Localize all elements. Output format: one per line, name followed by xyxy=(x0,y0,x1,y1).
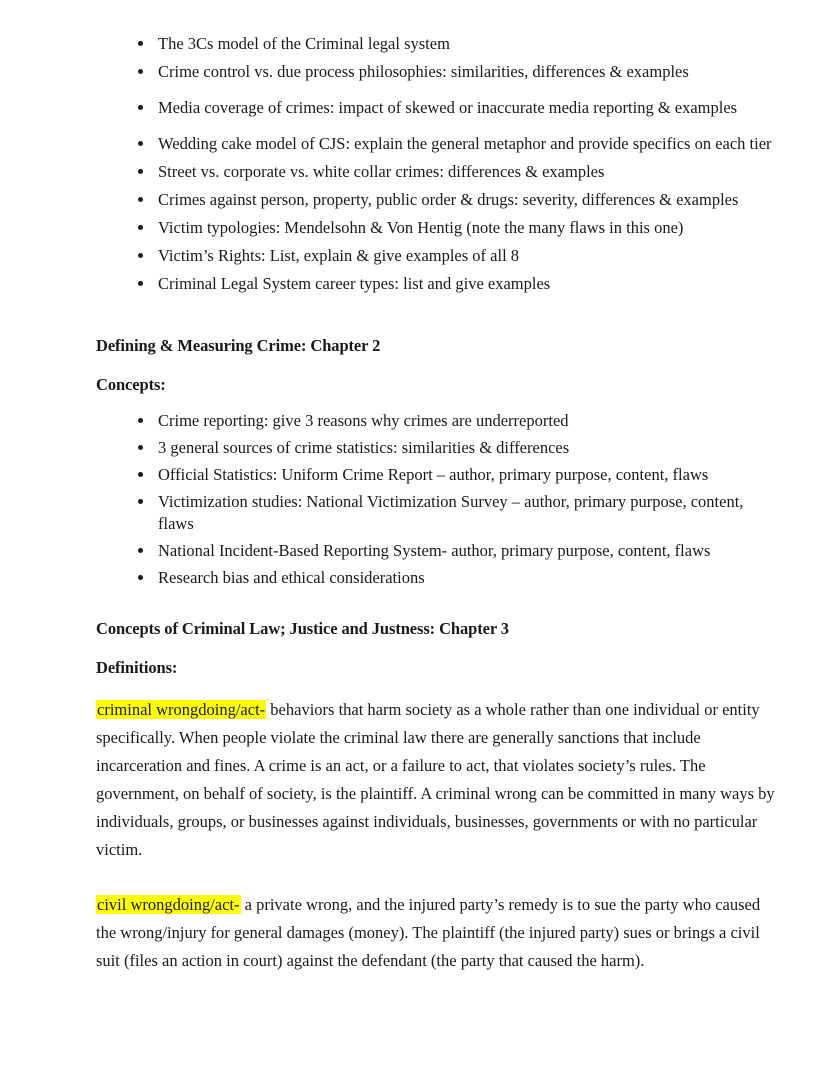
list-item xyxy=(96,410,776,432)
spacer xyxy=(96,594,776,618)
chapter2-bullet-list xyxy=(96,410,776,589)
highlighted-term: criminal wrongdoing/act- xyxy=(97,700,266,719)
list-item-text: Crime control vs. due process philosophies: similarities, differences & examples xyxy=(158,62,689,81)
highlighted-term: civil wrongdoing/act- xyxy=(97,895,240,914)
definition-text: behaviors that harm society as a whole rather than one individual or entity specifically. When people violate the criminal law there are generally sanctions that include incarceration and fines. A crime is an act, or a failure to act, that violates society’s rules. The government, on behalf of society, is the plaintiff. A criminal wrong can be committed in many ways by individuals, groups, or businesses against individuals, businesses, governments or with no particular victim. xyxy=(96,700,775,859)
list-item-text: Research bias and ethical considerations xyxy=(158,568,425,587)
list-item xyxy=(96,437,776,459)
list-item-text: Media coverage of crimes: impact of skewed or inaccurate media reporting & examples xyxy=(158,98,738,117)
list-item xyxy=(96,61,776,83)
list-item xyxy=(96,33,776,55)
spacer xyxy=(96,301,776,335)
chapter3-heading: Concepts of Criminal Law; Justice and Justness: Chapter 3 xyxy=(96,619,509,638)
list-item xyxy=(96,491,776,535)
list-item xyxy=(96,189,776,211)
chapter2-heading: Defining & Measuring Crime: Chapter 2 xyxy=(96,336,381,355)
chapter3-subheading: Definitions: xyxy=(96,658,178,677)
list-item xyxy=(96,464,776,486)
list-item-text: The 3Cs model of the Criminal legal system xyxy=(158,34,450,53)
list-item-text: Victimization studies: National Victimization Survey – author, primary purpose, content, flaws xyxy=(158,492,744,533)
definition-civil-wrongdoing xyxy=(96,891,776,975)
list-item-text: 3 general sources of crime statistics: similarities & differences xyxy=(158,438,570,457)
list-item-text: Official Statistics: Uniform Crime Report – author, primary purpose, content, flaws xyxy=(158,465,709,484)
list-item-text: Street vs. corporate vs. white collar crimes: differences & examples xyxy=(158,162,605,181)
spacer xyxy=(96,357,776,374)
document-content xyxy=(96,33,776,975)
list-item-text: Victim typologies: Mendelsohn & Von Hentig (note the many flaws in this one) xyxy=(158,218,684,237)
list-item-text: National Incident-Based Reporting System- author, primary purpose, content, flaws xyxy=(158,541,711,560)
spacer xyxy=(96,396,776,410)
list-item xyxy=(96,97,776,119)
list-item xyxy=(96,161,776,183)
list-item xyxy=(96,245,776,267)
list-item xyxy=(96,273,776,295)
list-item-text: Crimes against person, property, public order & drugs: severity, differences & examples xyxy=(158,190,739,209)
list-item xyxy=(96,567,776,589)
list-item xyxy=(96,133,776,155)
chapter2-subheading: Concepts: xyxy=(96,375,166,394)
chapter1-bullet-list xyxy=(96,33,776,295)
definition-criminal-wrongdoing xyxy=(96,696,776,864)
spacer xyxy=(96,640,776,657)
list-item-text: Wedding cake model of CJS: explain the general metaphor and provide specifics on each tier xyxy=(158,134,772,153)
list-item-text: Crime reporting: give 3 reasons why crimes are underreported xyxy=(158,411,569,430)
list-item xyxy=(96,540,776,562)
spacer xyxy=(96,679,776,696)
list-item xyxy=(96,217,776,239)
list-item-text: Criminal Legal System career types: list and give examples xyxy=(158,274,551,293)
list-item-text: Victim’s Rights: List, explain & give examples of all 8 xyxy=(158,246,520,265)
definition-text: a private wrong, and the injured party’s remedy is to sue the party who caused the wrong/injury for general damages (money). The plaintiff (the injured party) sues or brings a civil suit (files an action in court) against the defendant (the party that caused the harm). xyxy=(96,895,761,970)
spacer xyxy=(96,864,776,891)
